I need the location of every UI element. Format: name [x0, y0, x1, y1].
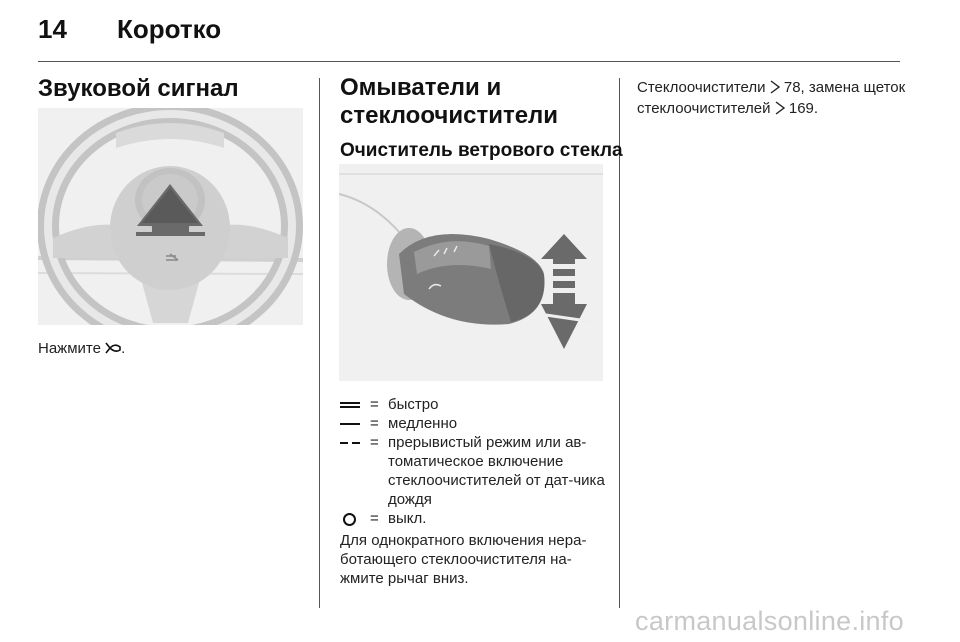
steering-wheel-illustration: [38, 108, 303, 325]
legend-equals: =: [370, 396, 379, 413]
legend-row-fast: [340, 395, 610, 414]
legend-text-slow: медленно: [388, 415, 458, 432]
wiper-legend: [340, 395, 610, 528]
windshield-wiper-subtitle: Очиститель ветрового стекла: [340, 140, 623, 161]
header-divider: [38, 61, 900, 62]
legend-text-off: выкл.: [388, 510, 427, 527]
horn-instruction: Нажмите .: [38, 340, 126, 357]
legend-equals: =: [370, 415, 379, 432]
horn-icon: [105, 340, 121, 359]
site-watermark: carmanualsonline.info: [635, 606, 904, 636]
legend-row-intermittent: [340, 433, 610, 509]
page-reference-arrow-icon: [775, 101, 785, 120]
legend-text-intermittent: прерывистый режим или ав-томатическое включение стеклоочистителей от дат-чика дождя: [388, 434, 605, 508]
legend-equals: =: [370, 434, 379, 451]
page-link-169[interactable]: 169: [788, 100, 814, 117]
fast-double-line-icon: [340, 395, 370, 414]
single-wipe-note: Для однократного включения нера-ботающего стеклоочистителя на-жмите рычаг вниз.: [340, 532, 587, 587]
legend-equals: =: [370, 510, 379, 527]
legend-text-fast: быстро: [388, 396, 439, 413]
intermittent-dash-icon: [340, 433, 370, 452]
wiper-lever-illustration: [339, 164, 603, 381]
page-link-78[interactable]: 78: [783, 79, 801, 96]
legend-row-slow: [340, 414, 610, 433]
section-header-title: Коротко: [117, 14, 222, 44]
horn-section-title: Звуковой сигнал: [38, 75, 239, 102]
washers-section-title: Омыватели и стеклоочистители: [340, 74, 559, 129]
slow-single-line-icon: [340, 414, 370, 433]
column-divider: [319, 78, 320, 608]
legend-row-off: [340, 509, 610, 528]
page-number: 14: [38, 14, 67, 44]
off-circle-icon: [340, 509, 370, 528]
cross-reference-text: Стеклоочистители 78, замена щеток стеклоочистителей 169.: [637, 78, 907, 120]
page-reference-arrow-icon: [770, 80, 780, 99]
